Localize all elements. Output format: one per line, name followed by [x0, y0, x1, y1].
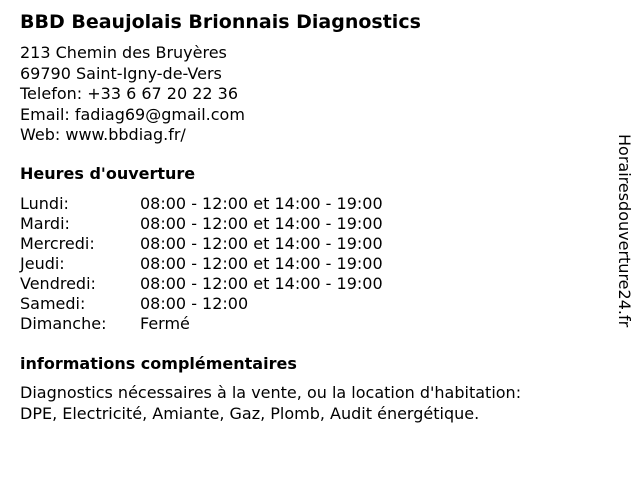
watermark-text: Horairesdouverture24.fr [615, 134, 634, 328]
hours-time: 08:00 - 12:00 et 14:00 - 19:00 [140, 274, 383, 293]
address-street: 213 Chemin des Bruyères [20, 43, 227, 62]
hours-time: 08:00 - 12:00 et 14:00 - 19:00 [140, 234, 383, 253]
hours-time: Fermé [140, 314, 190, 333]
info-line: Diagnostics nécessaires à la vente, ou la location d'habitation: [20, 383, 522, 402]
phone-line: Telefon: +33 6 67 20 22 36 [20, 84, 239, 103]
hours-day: Mercredi: [20, 234, 95, 253]
hours-day: Vendredi: [20, 274, 96, 293]
web-line: Web: www.bbdiag.fr/ [20, 125, 186, 144]
hours-day: Mardi: [20, 214, 70, 233]
info-heading: informations complémentaires [20, 354, 297, 373]
hours-day: Jeudi: [20, 254, 65, 273]
address-city: 69790 Saint-Igny-de-Vers [20, 63, 222, 83]
hours-time: 08:00 - 12:00 et 14:00 - 19:00 [140, 254, 383, 273]
hours-heading: Heures d'ouverture [20, 164, 196, 183]
hours-time: 08:00 - 12:00 et 14:00 - 19:00 [140, 214, 383, 233]
hours-time: 08:00 - 12:00 [140, 294, 249, 313]
hours-time: 08:00 - 12:00 et 14:00 - 19:00 [140, 194, 383, 213]
hours-day: Lundi: [20, 194, 69, 213]
address-block [20, 43, 245, 146]
hours-day: Dimanche: [20, 314, 107, 333]
email-line: Email: fadiag69@gmail.com [20, 104, 245, 124]
watermark [610, 134, 636, 374]
info-text [20, 382, 521, 424]
hours-day: Samedi: [20, 294, 86, 313]
business-name: BBD Beaujolais Brionnais Diagnostics [20, 11, 421, 33]
info-line: DPE, Electricité, Amiante, Gaz, Plomb, Audit énergétique. [20, 404, 480, 423]
